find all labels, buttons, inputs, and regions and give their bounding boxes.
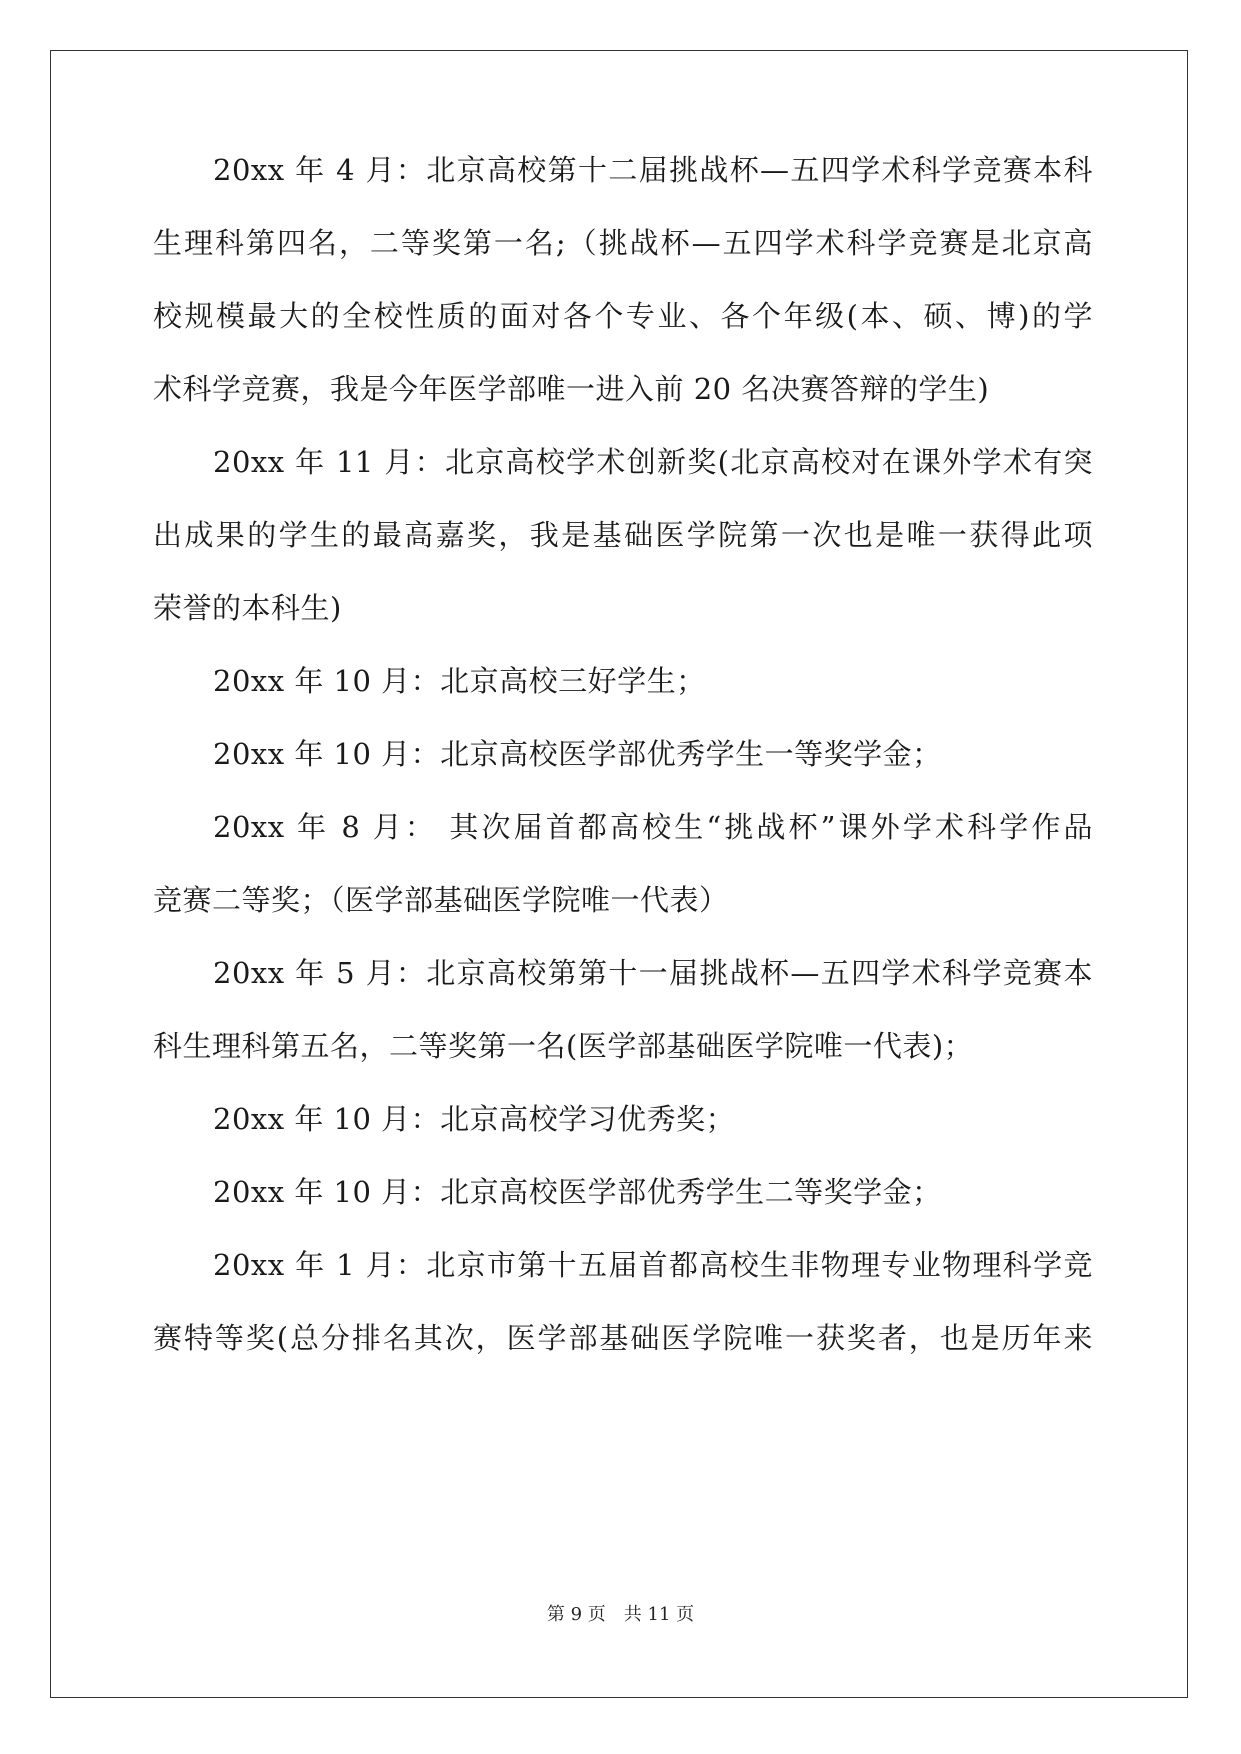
paragraph-line: 术科学竞赛，我是今年医学部唯一进入前 20 名决赛答辩的学生) — [153, 372, 990, 406]
paragraph-line: 竞赛二等奖；（医学部基础医学院唯一代表） — [153, 883, 729, 917]
paragraph-line: 20xx 年 10 月：北京高校学习优秀奖； — [213, 1102, 736, 1136]
paragraph-line: 20xx 年 5 月：北京高校第第十一届挑战杯—五四学术科学竞赛本 — [213, 956, 1093, 990]
paragraph-line: 科生理科第五名，二等奖第一名(医学部基础医学院唯一代表)； — [153, 1029, 974, 1063]
paragraph-line: 20xx 年 10 月：北京高校三好学生； — [213, 664, 706, 698]
page-number-footer: 第 9 页 共 11 页 — [546, 1604, 695, 1625]
paragraph-line: 20xx 年 4 月：北京高校第十二届挑战杯—五四学术科学竞赛本科 — [213, 153, 1093, 187]
paragraph-line: 20xx 年 11 月：北京高校学术创新奖(北京高校对在课外学术有突 — [213, 445, 1093, 479]
paragraph-line: 20xx 年 10 月：北京高校医学部优秀学生二等奖学金； — [213, 1175, 942, 1209]
paragraph-line: 赛特等奖(总分排名其次，医学部基础医学院唯一获奖者，也是历年来 — [153, 1321, 1093, 1355]
paragraph-line: 20xx 年 1 月：北京市第十五届首都高校生非物理专业物理科学竞 — [213, 1248, 1093, 1282]
paragraph-line: 荣誉的本科生) — [153, 591, 342, 625]
paragraph-line: 20xx 年 10 月：北京高校医学部优秀学生一等奖学金； — [213, 737, 942, 771]
paragraph-line: 校规模最大的全校性质的面对各个专业、各个年级(本、硕、博)的学 — [153, 299, 1093, 333]
paragraph-line: 出成果的学生的最高嘉奖，我是基础医学院第一次也是唯一获得此项 — [153, 518, 1093, 552]
paragraph-line: 生理科第四名，二等奖第一名;（挑战杯—五四学术科学竞赛是北京高 — [153, 226, 1093, 260]
paragraph-line: 20xx 年 8 月： 其次届首都高校生“挑战杯”课外学术科学作品 — [213, 810, 1093, 844]
